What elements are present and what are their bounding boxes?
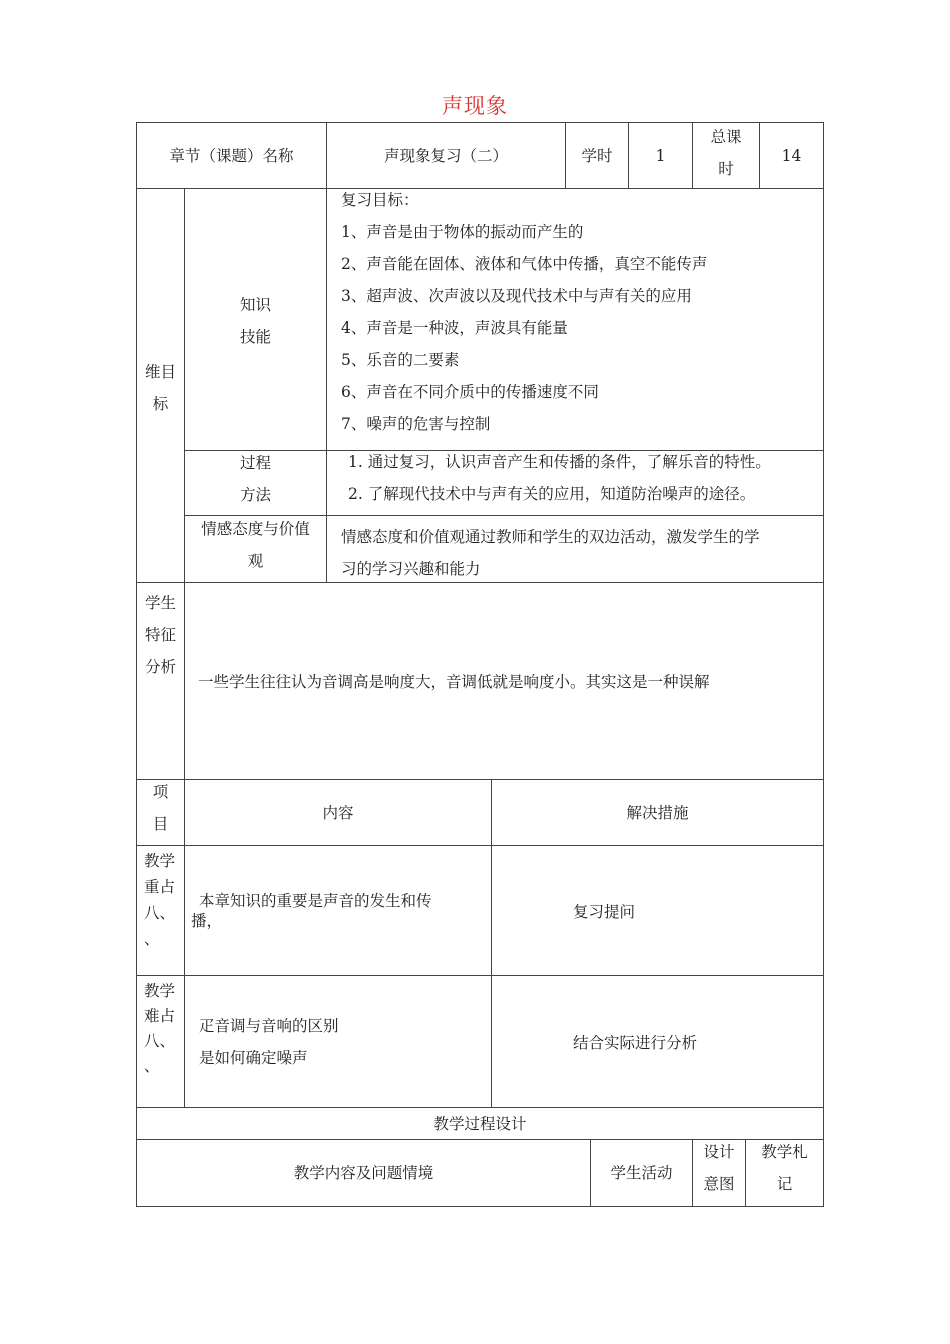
key-points-label-line-3: 八、 (144, 904, 176, 922)
col-activity-header: 学生活动 (610, 1164, 673, 1182)
key-points-label-line-2: 重占 (144, 878, 176, 896)
knowledge-label-line-2: 技能 (239, 328, 271, 346)
students-label-line-1: 学生 (144, 594, 176, 612)
students-label-line-2: 特征 (144, 626, 176, 644)
key-points-label-line-1: 教学 (144, 852, 176, 870)
difficult-points-label (144, 979, 184, 1107)
difficult-points-label-line-1: 教学 (144, 982, 176, 1000)
difficult-points-label-line-4: 、 (144, 1057, 160, 1075)
knowledge-heading: 复习目标： (341, 191, 419, 209)
emotion-label (185, 512, 326, 578)
process-design-title: 教学过程设计 (433, 1114, 527, 1133)
emotion-label-line-1: 情感态度与价值 (201, 520, 310, 538)
students-analysis-text: 一些学生往往认为音调高是响度大，音调低就是响度小。其实这是一种误解 (198, 673, 710, 691)
knowledge-item: 5、乐音的二要素 (341, 351, 460, 369)
key-points-content-line-2: 播， (191, 912, 223, 930)
process-item: 2. 了解现代技术中与声有关的应用，知道防治噪声的途径。 (348, 485, 756, 503)
chapter-value: 声现象复习（二） (383, 146, 508, 165)
knowledge-item: 3、超声波、次声波以及现代技术中与声有关的应用 (341, 287, 692, 305)
knowledge-item: 4、声音是一种波，声波具有能量 (341, 319, 568, 337)
difficult-points-measure: 结合实际进行分析 (573, 1034, 698, 1052)
total-hours-value: 14 (781, 146, 802, 165)
col-intent-header-line-2: 意图 (703, 1175, 735, 1193)
hours-label: 学时 (581, 146, 613, 165)
objectives-side-label-line-1: 维目 (144, 363, 176, 381)
col-notes-header-line-2: 记 (776, 1175, 793, 1193)
knowledge-item: 1、声音是由于物体的振动而产生的 (341, 223, 584, 241)
col-notes-header-line-1: 教学札 (761, 1143, 808, 1161)
key-points-content (191, 891, 491, 935)
process-label-line-2: 方法 (239, 486, 271, 504)
key-points-measure: 复习提问 (573, 903, 636, 921)
items-label-line-2: 目 (152, 815, 169, 833)
difficult-points-content-line-2: 是如何确定噪声 (199, 1049, 308, 1067)
knowledge-content (341, 184, 821, 450)
process-label (185, 446, 326, 512)
measures-header: 解决措施 (626, 803, 689, 822)
col-intent-header (693, 1135, 745, 1201)
col-content-header: 教学内容及问题情境 (293, 1164, 434, 1182)
objectives-side-label (137, 355, 184, 421)
emotion-content (341, 521, 821, 581)
process-content (348, 446, 822, 512)
content-header: 内容 (322, 803, 354, 822)
emotion-label-line-2: 观 (247, 552, 264, 570)
students-label-line-3: 分析 (144, 658, 176, 676)
knowledge-item: 2、声音能在固体、液体和气体中传播，真空不能传声 (341, 255, 708, 273)
emotion-text-line-1: 情感态度和价值观通过教师和学生的双边活动，激发学生的学 (341, 528, 760, 546)
items-label-line-1: 项 (152, 783, 169, 801)
objectives-side-label-line-2: 标 (152, 395, 169, 413)
knowledge-item: 6、声音在不同介质中的传播速度不同 (341, 383, 599, 401)
document-title: 声现象 (442, 94, 508, 118)
process-label-line-1: 过程 (239, 454, 271, 472)
difficult-points-content-line-1: 疋音调与音响的区别 (199, 1017, 339, 1035)
key-points-label (144, 848, 184, 976)
hours-value: 1 (655, 146, 666, 165)
students-label (137, 587, 184, 685)
total-hours-label (693, 118, 759, 188)
emotion-text-line-2: 习的学习兴趣和能力 (341, 560, 481, 578)
knowledge-label-line-1: 知识 (239, 296, 271, 314)
items-label (137, 774, 184, 842)
process-item: 1. 通过复习，认识声音产生和传播的条件，了解乐音的特性。 (348, 453, 771, 471)
col-notes-header (746, 1135, 823, 1201)
difficult-points-label-line-3: 八、 (144, 1032, 176, 1050)
knowledge-item: 7、噪声的危害与控制 (341, 415, 491, 433)
difficult-points-label-line-2: 难占 (144, 1007, 176, 1025)
chapter-label: 章节（课题）名称 (169, 146, 294, 165)
total-hours-label-line-1: 总课 (710, 128, 742, 146)
key-points-content-line-1: 本章知识的重要是声音的发生和传 (199, 892, 432, 910)
col-intent-header-line-1: 设计 (703, 1143, 735, 1161)
knowledge-label (185, 288, 326, 354)
difficult-points-content (199, 1010, 489, 1074)
total-hours-label-line-2: 时 (718, 160, 734, 178)
key-points-label-line-4: 、 (144, 930, 160, 948)
